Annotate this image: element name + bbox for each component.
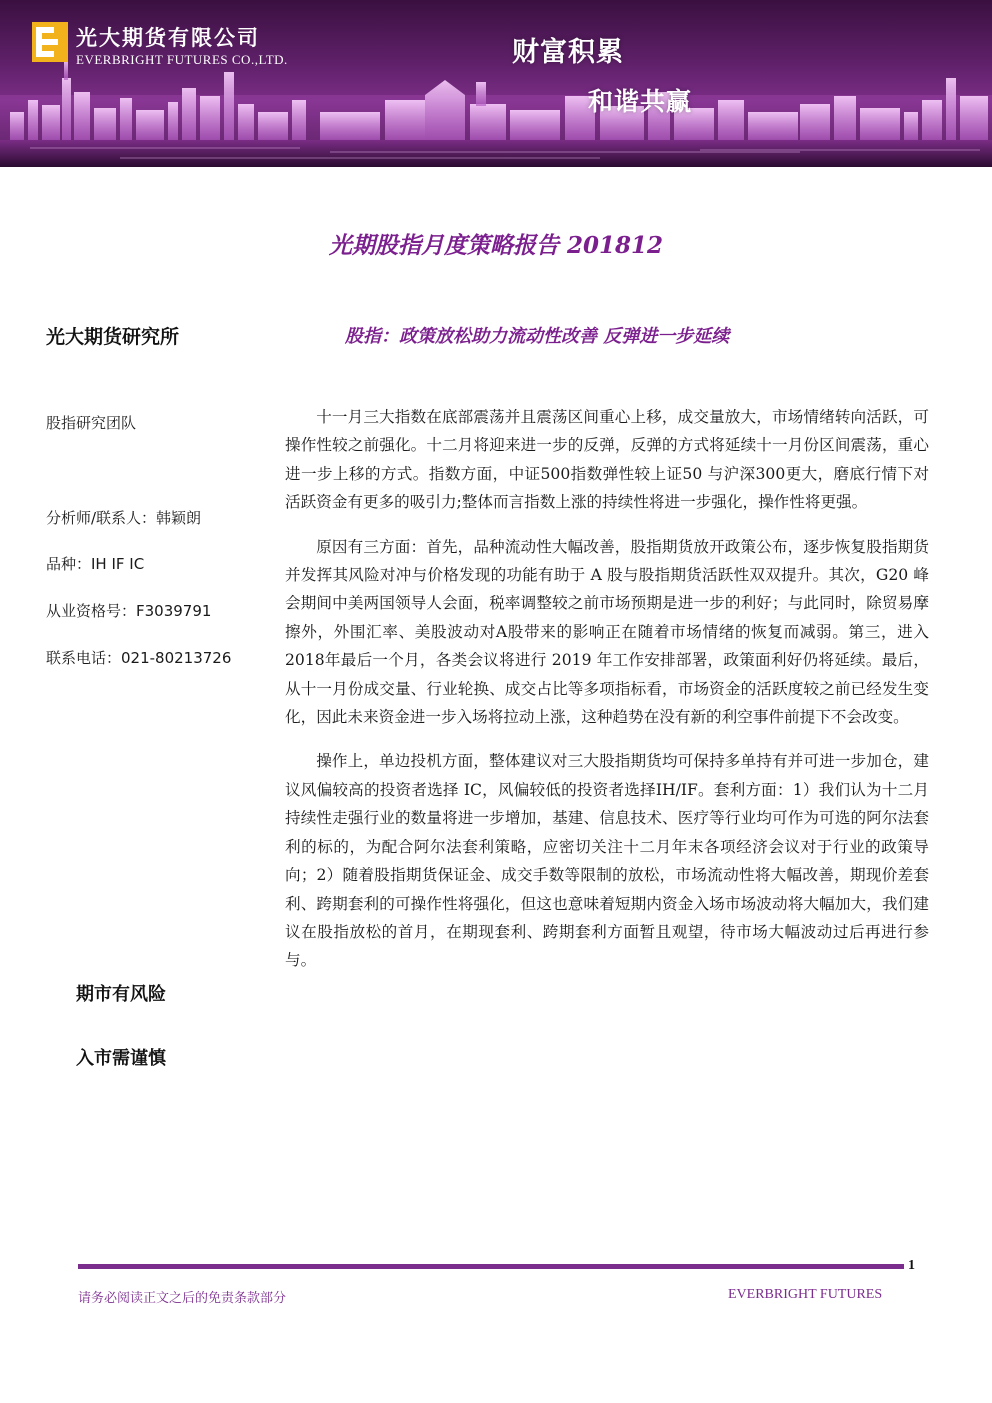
product-list: 品种：IH IF IC xyxy=(46,555,145,573)
slogan-line-2: 和谐共赢 xyxy=(588,87,693,116)
page-number: 1 xyxy=(908,1258,915,1273)
analyst-contact: 分析师/联系人：韩颖朗 xyxy=(46,509,202,527)
report-body xyxy=(285,403,929,991)
license-number: 从业资格号：F3039791 xyxy=(46,602,212,620)
report-subtitle: 股指：政策放松助力流动性改善 反弹进一步延续 xyxy=(345,326,730,347)
body-paragraph-3: 操作上，单边投机方面，整体建议对三大股指期货均可保持多单持有并可进一步加仓，建议风偏较高的投资者选择 IC，风偏较低的投资者选择IH/IF。套利方面：1）我们认为十二月持续性走强行业的数量将进一步增加，基建、信息技术、医疗等行业均可作为可选的阿尔法套利的标的，为配合阿尔法套利策略，应密切关注十二月年末各项经济会议对于行业的政策导向；2）随着股指期货保证金、成交手数等限制的放松，市场流动性将大幅改善，期现价差套利、跨期套利的可操作性将强化，但这也意味着短期内资金入场市场波动将大幅加大，我们建议在股指放松的首月，在期现套利、跨期套利方面暂且观望，待市场大幅波动过后再进行参与。 xyxy=(285,752,929,970)
everbright-logo-icon xyxy=(32,22,68,62)
research-team: 股指研究团队 xyxy=(46,414,137,432)
institute-name: 光大期货研究所 xyxy=(46,326,180,348)
footer-divider xyxy=(78,1264,904,1269)
footer-disclaimer: 请务必阅读正文之后的免责条款部分 xyxy=(78,1291,287,1306)
footer-brand: EVERBRIGHT FUTURES xyxy=(728,1287,883,1302)
body-paragraph-2: 原因有三方面：首先，品种流动性大幅改善，股指期货放开政策公布，逐步恢复股指期货并发挥其风险对冲与价格发现的功能有助于 A 股与股指期货活跃性双双提升。其次，G20 峰会期间中美两国领导人会面，税率调整较之前市场预期是进一步的利好；与此同时，除贸易摩擦外，外围汇率、美股波动对A股带来的影响正在随着市场情绪的恢复而减弱。第三，进入 2018年最后一个月，各类会议将进行 2019 年工作安排部署，政策面利好仍将延续。最后，从十一月份成交量、行业轮换、成交占比等多项指标看，市场资金的活跃度较之前已经发生变化，因此未来资金进一步入场将拉动上涨，这种趋势在没有新的利空事件前提下不会改变。 xyxy=(285,537,929,727)
body-paragraph-1: 十一月三大指数在底部震荡并且震荡区间重心上移，成交量放大，市场情绪转向活跃，可操作性较之前强化。十二月将迎来进一步的反弹，反弹的方式将延续十一月份区间震荡，重心进一步上移的方式。指数方面，中证500指数弹性较上证50 与沪深300更大，磨底行情下对活跃资金有更多的吸引力;整体而言指数上涨的持续性将进一步强化，操作性将更强。 xyxy=(285,408,929,512)
company-name-en: EVERBRIGHT FUTURES CO.,LTD. xyxy=(76,52,288,67)
slogan-line-1: 财富积累 xyxy=(512,37,624,68)
header-banner xyxy=(0,0,992,167)
risk-warning-line-2: 入市需谨慎 xyxy=(76,1048,166,1068)
risk-warning-line-1: 期市有风险 xyxy=(76,984,166,1004)
company-name-cn: 光大期货有限公司 xyxy=(76,25,260,50)
contact-phone: 联系电话：021-80213726 xyxy=(46,649,232,667)
report-title: 光期股指月度策略报告 201812 xyxy=(328,232,664,259)
